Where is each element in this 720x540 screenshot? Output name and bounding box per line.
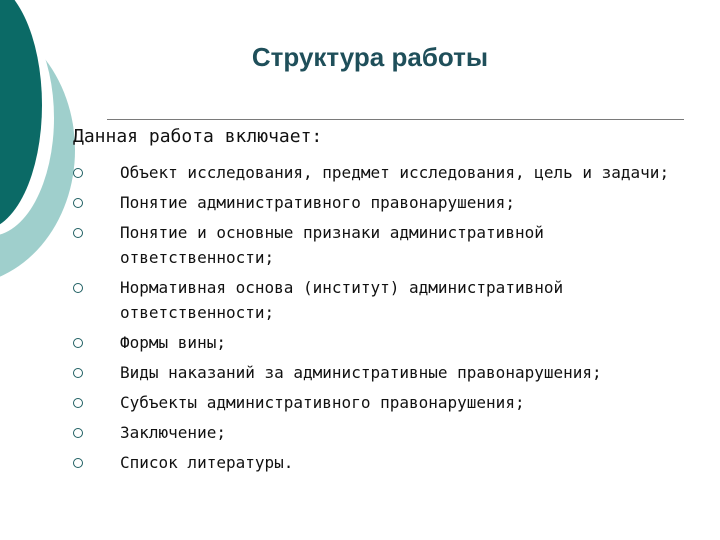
hollow-circle-bullet-icon <box>73 228 83 238</box>
hollow-circle-bullet-icon <box>73 368 83 378</box>
title-divider <box>107 119 684 120</box>
hollow-circle-bullet-icon <box>73 398 83 408</box>
list-item: Объект исследования, предмет исследования, цель и задачи; <box>73 160 683 185</box>
hollow-circle-bullet-icon <box>73 428 83 438</box>
list-item: Виды наказаний за административные правонарушения; <box>73 360 683 385</box>
intro-text: Данная работа включает: <box>73 126 323 147</box>
list-item: Заключение; <box>73 420 683 445</box>
list-item: Формы вины; <box>73 330 683 355</box>
slide-title: Структура работы <box>251 42 489 72</box>
hollow-circle-bullet-icon <box>73 458 83 468</box>
bullet-list <box>73 160 683 480</box>
list-item: Понятие административного правонарушения; <box>73 190 683 215</box>
list-item: Нормативная основа (институт) административной ответственности; <box>73 275 683 325</box>
hollow-circle-bullet-icon <box>73 283 83 293</box>
list-item: Понятие и основные признаки административной ответственности; <box>73 220 683 270</box>
hollow-circle-bullet-icon <box>73 338 83 348</box>
hollow-circle-bullet-icon <box>73 198 83 208</box>
list-item: Субъекты административного правонарушения; <box>73 390 683 415</box>
hollow-circle-bullet-icon <box>73 168 83 178</box>
list-item: Список литературы. <box>73 450 683 475</box>
